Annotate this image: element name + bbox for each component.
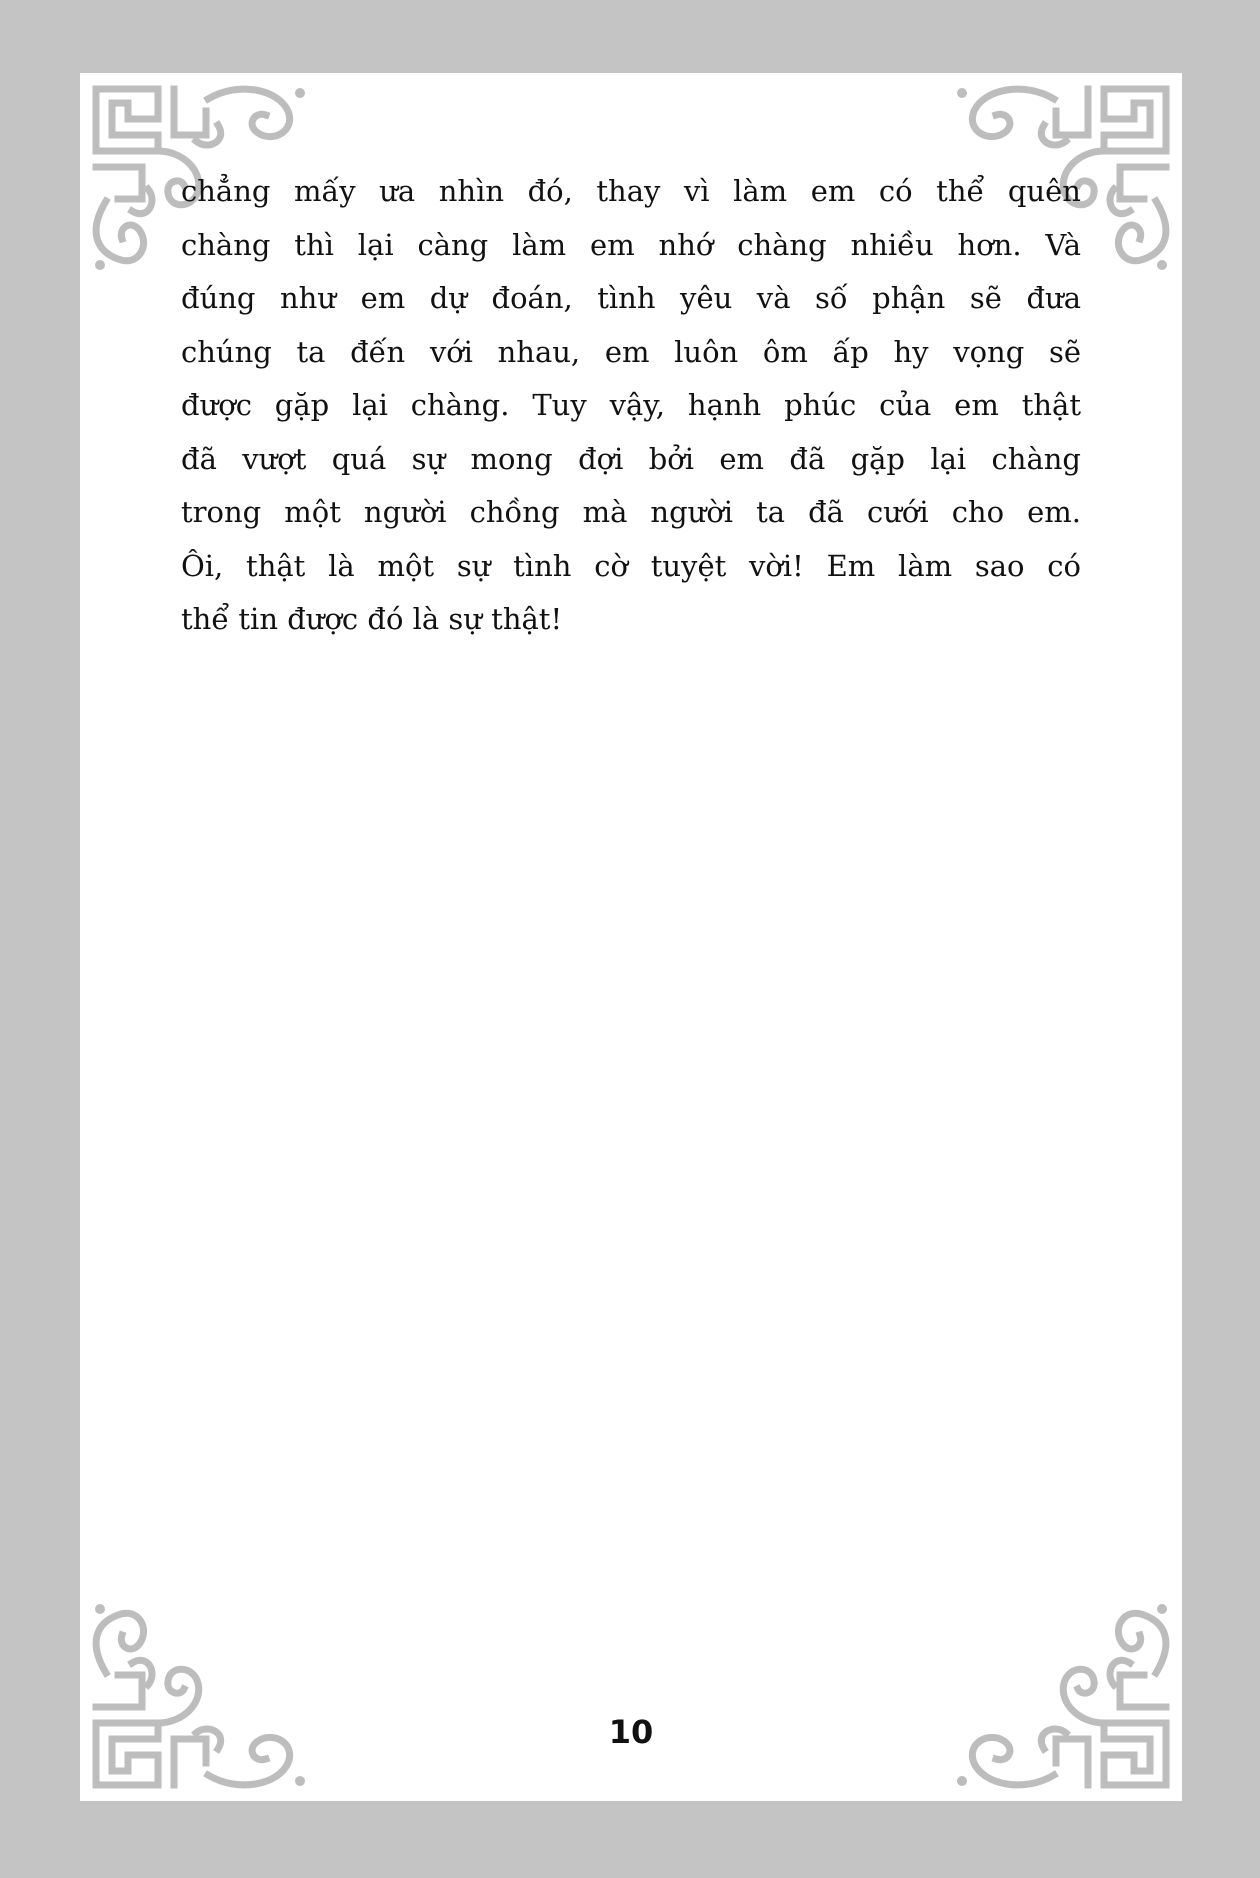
text-line: Ôi, thật là một sự tình cờ tuyệt vời! Em làm sao có	[181, 548, 1081, 583]
text-line: chúng ta đến với nhau, em luôn ôm ấp hy vọng sẽ	[181, 334, 1081, 369]
text-line: thể tin được đó là sự thật!	[181, 602, 563, 636]
text-line: chẳng mấy ưa nhìn đó, thay vì làm em có thể quên	[181, 174, 1081, 208]
corner-ornament-bottom-left	[88, 1603, 308, 1793]
book-page	[80, 73, 1182, 1801]
text-line: trong một người chồng mà người ta đã cưới cho em.	[181, 495, 1081, 529]
page-number: 10	[608, 1713, 654, 1751]
text-line: chàng thì lại càng làm em nhớ chàng nhiều hơn. Và	[181, 227, 1081, 262]
text-line: đúng như em dự đoán, tình yêu và số phận sẽ đưa	[181, 281, 1081, 315]
text-line: được gặp lại chàng. Tuy vậy, hạnh phúc của em thật	[181, 388, 1081, 422]
text-line: đã vượt quá sự mong đợi bởi em đã gặp lại chàng	[181, 441, 1081, 476]
corner-ornament-bottom-right	[954, 1603, 1174, 1793]
body-paragraph	[181, 165, 1081, 647]
